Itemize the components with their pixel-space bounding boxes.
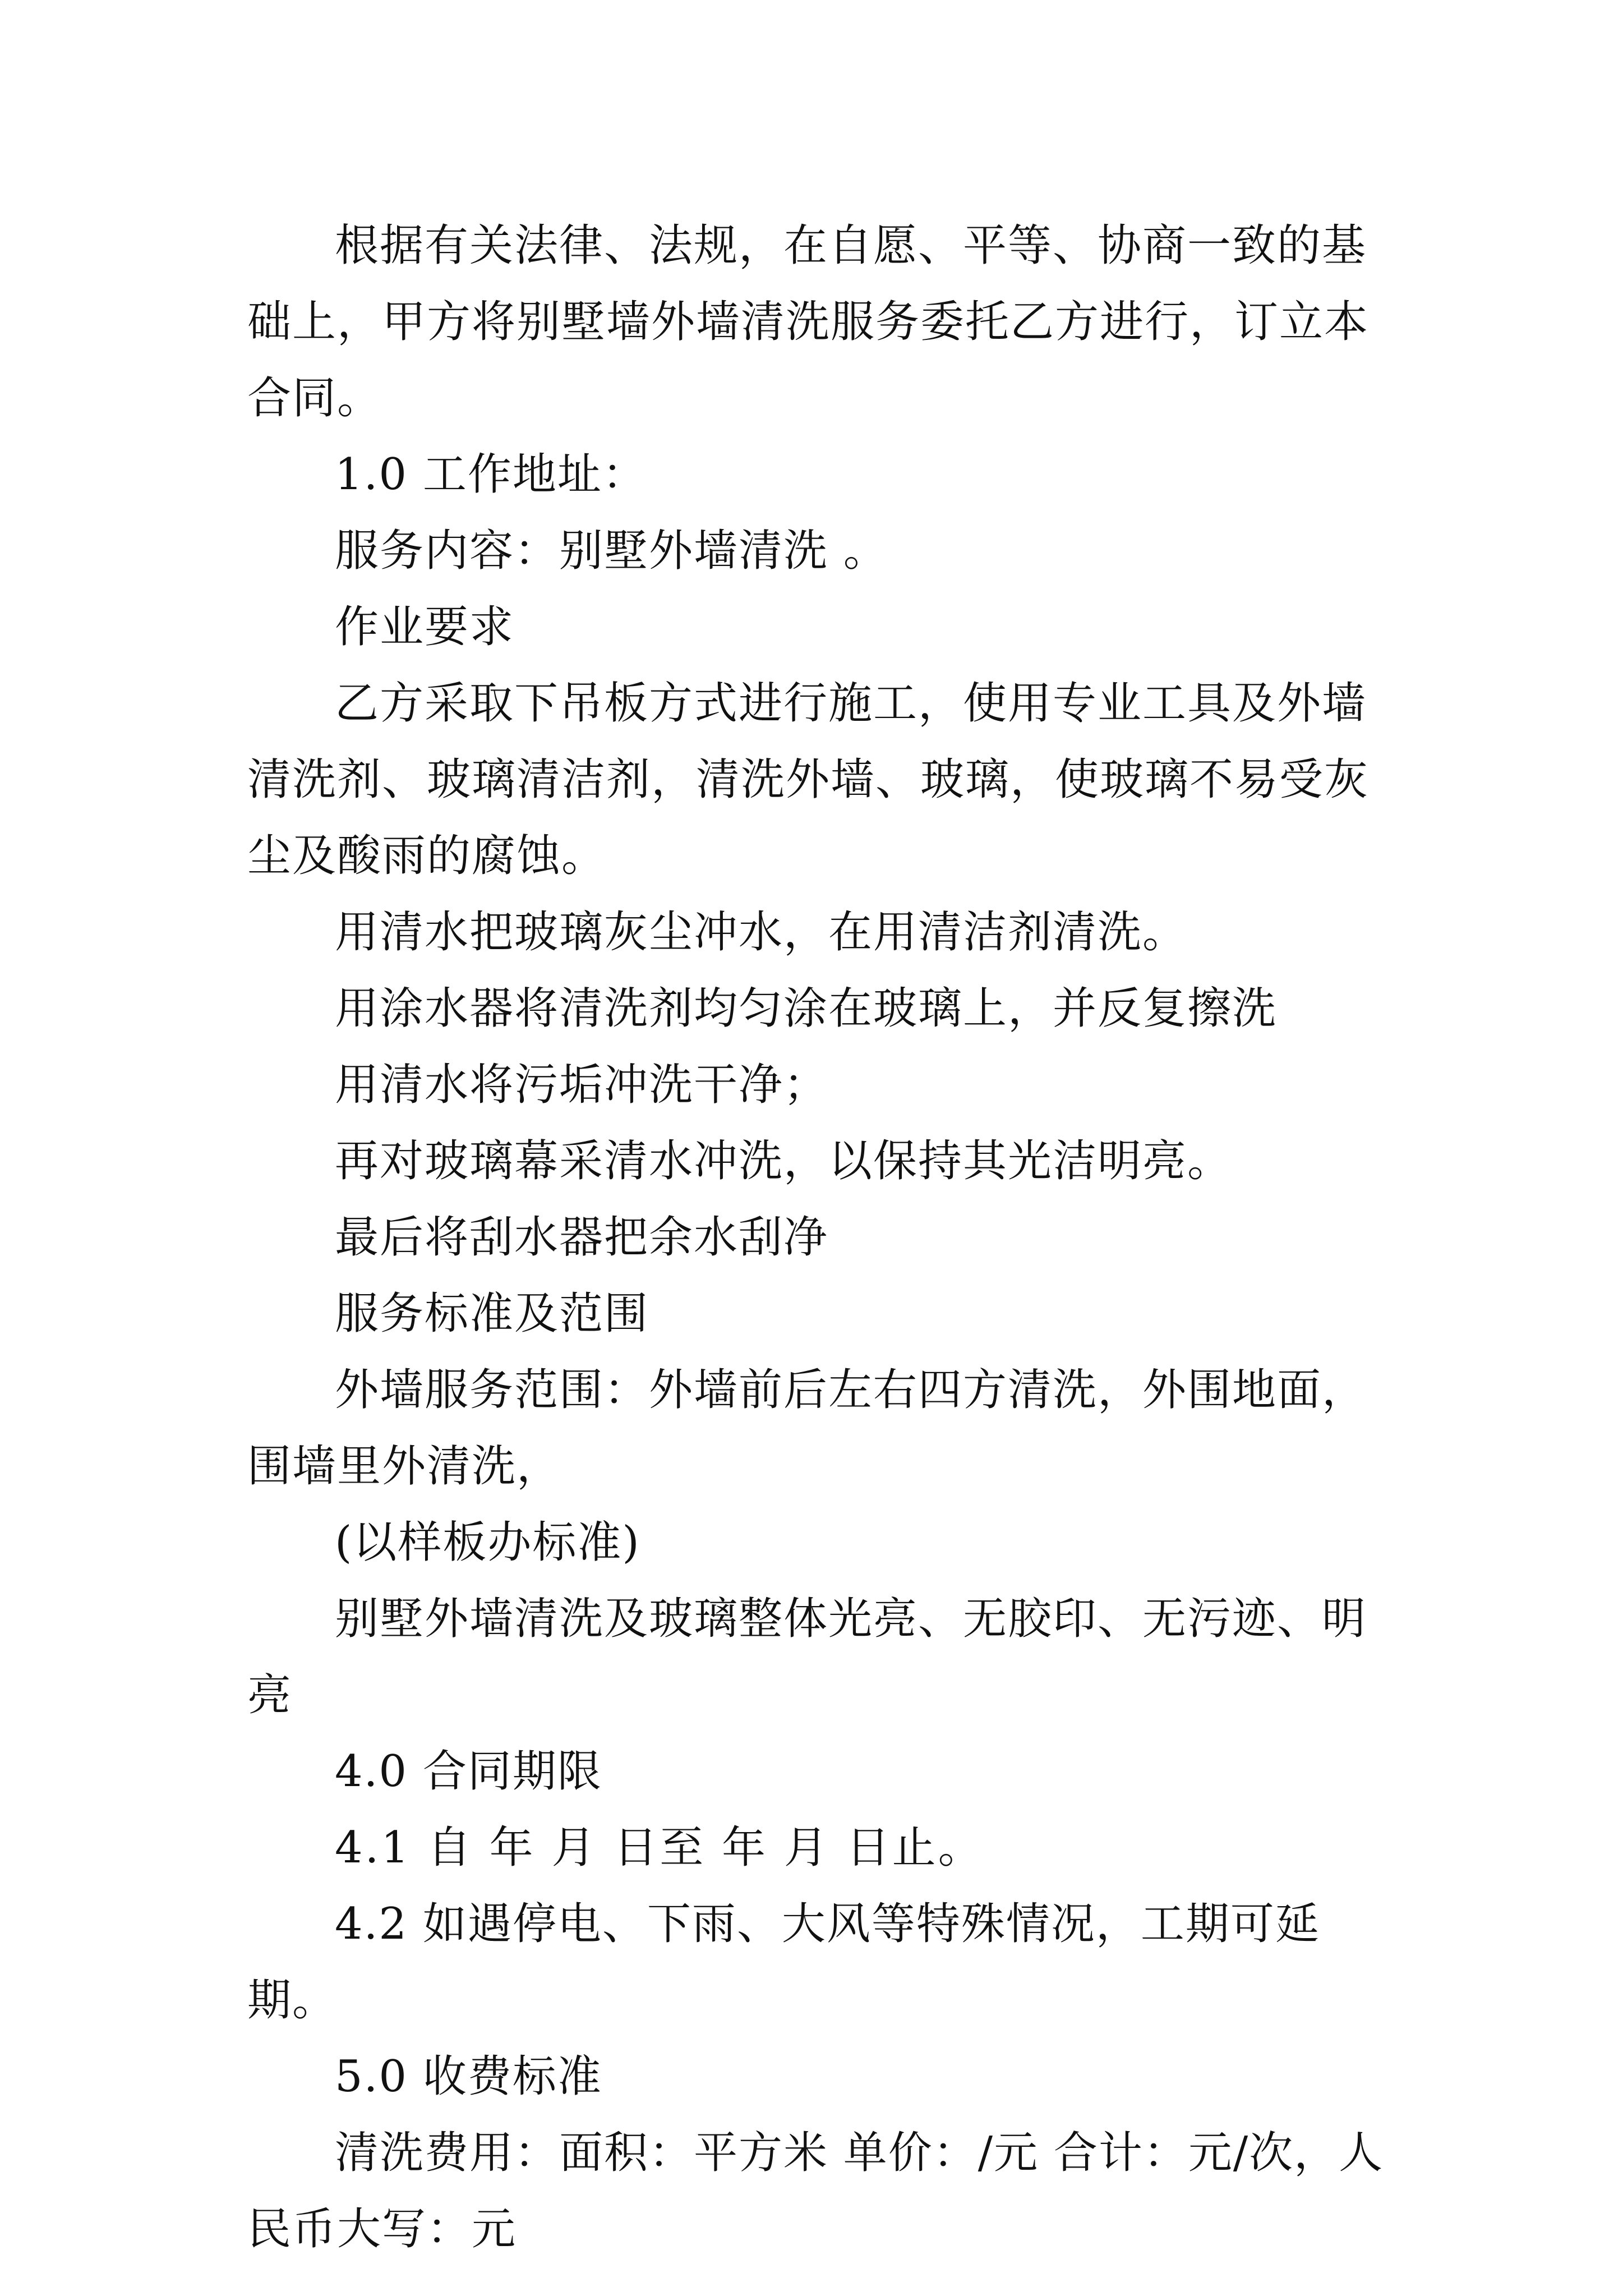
paragraph-fee-details: 清洗费用：面积：平方米 单价：/元 合计：元/次，人民币大写：元: [247, 2128, 1384, 2254]
document-body: [247, 208, 1386, 2267]
paragraph-work-address: 1.0 工作地址：: [335, 449, 647, 500]
paragraph-standard-heading: 服务标准及范围: [335, 1289, 649, 1339]
paragraph-step-wipe: 最后将刮水器把余水刮净: [335, 1212, 829, 1263]
paragraph-service-content: 服务内容：别墅外墙清洗 。: [335, 526, 888, 576]
paragraph-step-apply-detergent: 用涂水器将清洗剂均匀涂在玻璃上，并反复擦洗: [335, 983, 1278, 1034]
paragraph-fee-heading: 5.0 收费标准: [335, 2051, 602, 2102]
paragraph-step-rinse: 用清水把玻璃灰尘冲水，在用清洁剂清洗。: [335, 907, 1188, 958]
paragraph-contract-dates: 4.1 自 年 月 日至 年 月 日止。: [335, 1823, 984, 1873]
paragraph-intro: 根据有关法律、法规，在自愿、平等、协商一致的基础上，甲方将别墅墙外墙清洗服务委托乙方进行，订立本合同。: [247, 220, 1370, 424]
paragraph-step-curtain-rinse: 再对玻璃幕采清水冲洗，以保持其光洁明亮。: [335, 1136, 1233, 1186]
paragraph-sample-standard: (以样板办标准): [335, 1517, 640, 1568]
paragraph-construction-method: 乙方采取下吊板方式进行施工，使用专业工具及外墙清洗剂、玻璃清洁剂，清洗外墙、玻璃，使玻璃不易受灰尘及酸雨的腐蚀。: [247, 678, 1370, 881]
paragraph-work-requirements-heading: 作业要求: [335, 602, 515, 652]
paragraph-quality-standard: 别墅外墙清洗及玻璃整体光亮、无胶印、无污迹、明亮: [247, 1594, 1367, 1720]
paragraph-contract-term-heading: 4.0 合同期限: [335, 1746, 602, 1797]
paragraph-extension-clause: 4.2 如遇停电、下雨、大风等特殊情况，工期可延期。: [247, 1899, 1320, 2026]
paragraph-step-wash-clean: 用清水将污垢冲洗干净；: [335, 1060, 829, 1110]
paragraph-service-scope: 外墙服务范围：外墙前后左右四方清洗，外围地面，围墙里外清洗，: [247, 1365, 1367, 1492]
